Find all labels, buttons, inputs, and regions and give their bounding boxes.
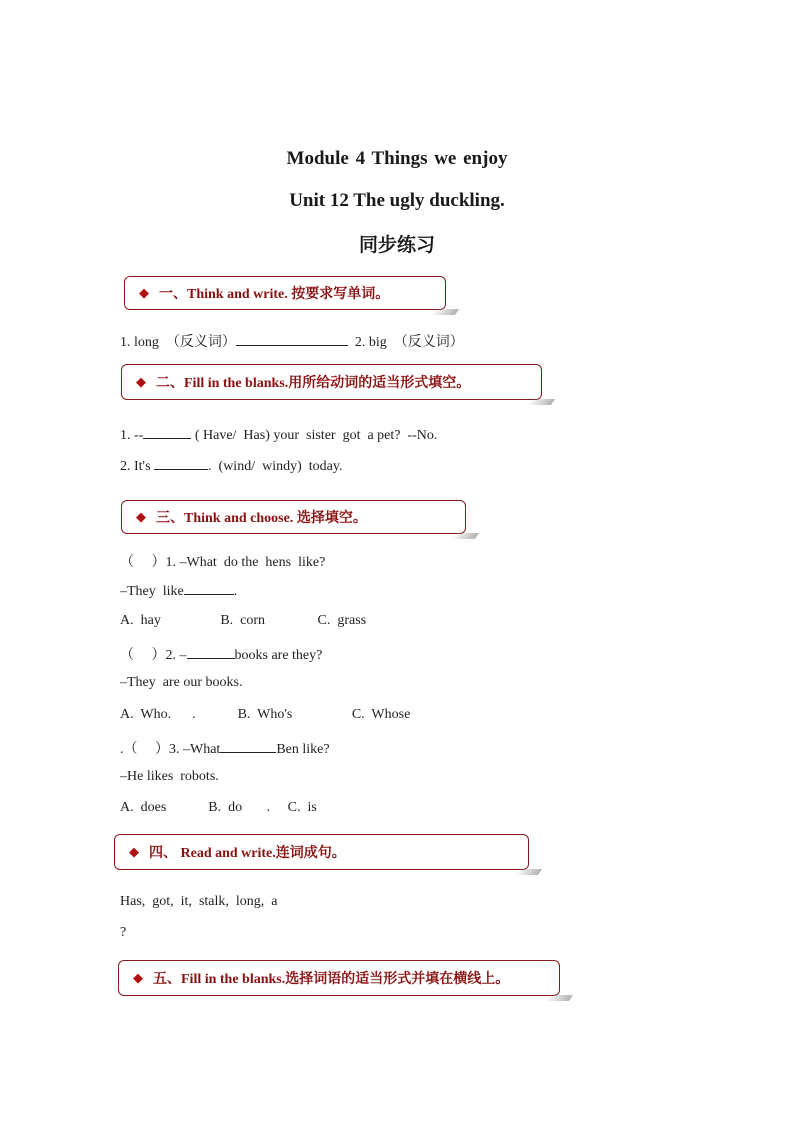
section-3-en: Think and choose.: [184, 511, 294, 526]
s1-q2-text: 2. big: [347, 335, 394, 350]
s3-q3-prefix: .（ ）3. –What: [120, 742, 221, 757]
section-5-en: Fill in the blanks.: [181, 972, 286, 987]
s2-q2-text: . (wind/ windy) today.: [208, 459, 343, 474]
diamond-icon: ◆: [136, 509, 146, 524]
s1-q1-blank[interactable]: [236, 333, 348, 346]
s2-q1-prefix: 1. --: [120, 428, 144, 443]
s1-question-line: [120, 331, 464, 351]
s3-q3-blank[interactable]: [220, 740, 276, 753]
section-2-banner: [121, 364, 542, 400]
section-4-num: 四、: [149, 845, 177, 861]
s3-q2-options: A. Who. . B. Who's C. Whose: [120, 707, 411, 722]
s4-words: Has, got, it, stalk, long, a: [120, 894, 278, 909]
s3-q3-text: Ben like?: [276, 742, 330, 757]
s1-q1-text: 1. long: [120, 335, 166, 350]
section-4-en: Read and write.: [180, 846, 276, 861]
s2-q1-text: ( Have/ Has) your sister got a pet? --No.: [191, 428, 438, 443]
section-2-en: Fill in the blanks.: [184, 376, 289, 391]
s3-q3-options: A. does B. do . C. is: [120, 800, 317, 815]
section-1-en: Think and write.: [187, 287, 288, 302]
s1-q2-cn: （反义词）: [393, 334, 464, 350]
s3-q1-options: A. hay B. corn C. grass: [120, 613, 367, 628]
s3-q3-line: [120, 738, 330, 758]
s3-q2-blank[interactable]: [187, 646, 235, 659]
section-2-cn: 用所给动词的适当形式填空。: [288, 375, 471, 391]
s2-q2-blank[interactable]: [154, 457, 208, 470]
section-1-cn: 按要求写单词。: [291, 286, 390, 302]
section-5-cn: 选择词语的适当形式并填在横线上。: [285, 971, 510, 987]
module-title: Module 4 Things we enjoy: [286, 148, 508, 169]
diamond-icon: ◆: [139, 285, 149, 300]
s2-q1-blank[interactable]: [143, 426, 191, 439]
s3-q2-prefix: （ ）2. –: [120, 648, 187, 663]
s2-q1-line: [120, 426, 437, 444]
s3-q1-answer-line: [120, 582, 237, 600]
section-2-num: 二、: [156, 375, 184, 391]
section-5-num: 五、: [153, 971, 181, 987]
section-5-banner: [118, 960, 560, 996]
s3-q3-answer: –He likes robots.: [120, 769, 219, 784]
s3-q1: （ ）1. –What do the hens like?: [120, 555, 326, 570]
s1-q1-cn: （反义词）: [165, 334, 236, 350]
diamond-icon: ◆: [129, 844, 139, 859]
practice-title: 同步练习: [358, 234, 435, 256]
s3-q1-blank[interactable]: [184, 582, 234, 595]
s3-q2-line: [120, 644, 322, 664]
section-4-banner: [114, 834, 529, 870]
s3-q1-answer-end: .: [233, 584, 238, 599]
s3-q2-text: books are they?: [234, 648, 323, 663]
diamond-icon: ◆: [136, 374, 146, 389]
section-1-num: 一、: [159, 286, 187, 302]
diamond-icon: ◆: [133, 970, 143, 985]
section-3-banner: [121, 500, 466, 534]
unit-title: Unit 12 The ugly duckling.: [289, 190, 505, 211]
section-3-num: 三、: [156, 510, 184, 526]
section-1-banner: [124, 276, 446, 310]
s2-q2-line: [120, 457, 342, 475]
section-3-cn: 选择填空。: [296, 510, 367, 526]
s4-end: ?: [120, 925, 127, 940]
s3-q1-answer: –They like: [120, 584, 184, 599]
s2-q2-prefix: 2. It's: [120, 459, 155, 474]
section-4-cn: 连词成句。: [275, 845, 346, 861]
s3-q2-answer: –They are our books.: [120, 675, 243, 690]
